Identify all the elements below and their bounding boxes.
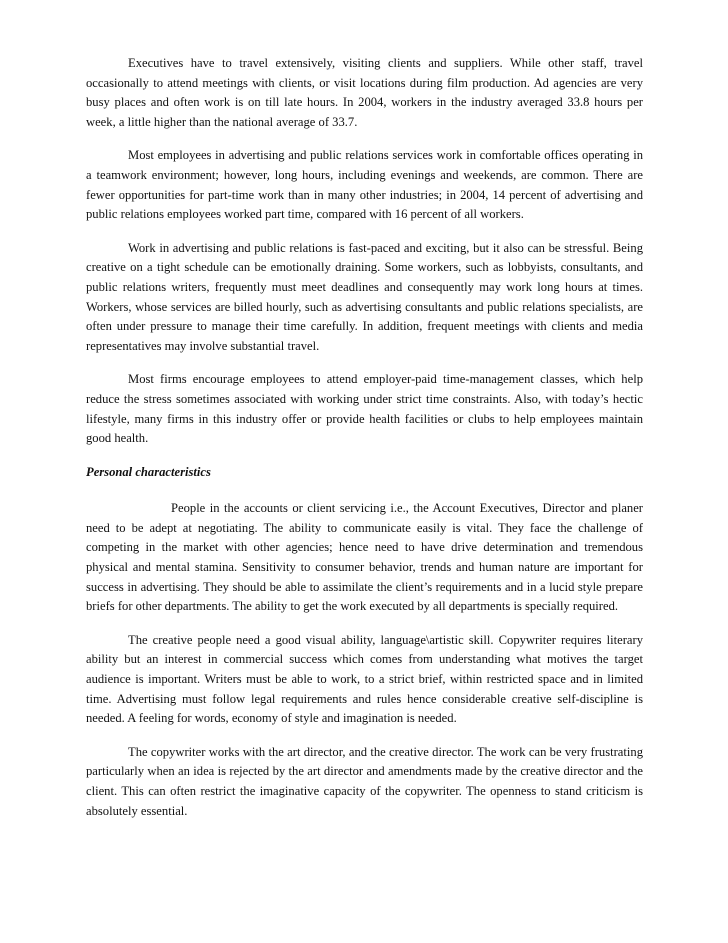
paragraph-executives-travel: Executives have to travel extensively, visiting clients and suppliers. While other staff, travel occasionally to attend meetings with clients, or visit locations during film production. Ad agencies are very busy places and often work is on till late hours. In 2004, workers in the industry averaged 33.8 hours per week, a little higher than the national average of 33.7. <box>86 56 643 129</box>
paragraph-copywriter: The copywriter works with the art director, and the creative director. The work can be very frustrating particularly when an idea is rejected by the art director and amendments made by the creative director and the client. This can often restrict the imaginative capacity of the copywriter. The openness to stand criticism is absolutely essential. <box>86 744 643 818</box>
paragraph-time-management: Most firms encourage employees to attend employer-paid time-management classes, which help reduce the stress sometimes associated with working under strict time constraints. Also, with today’s hectic lifestyle, many firms in this industry offer or provide health facilities or clubs to help employees maintain good health. <box>86 372 643 446</box>
paragraph-work-stress: Work in advertising and public relations is fast-paced and exciting, but it also can be stressful. Being creative on a tight schedule can be emotionally draining. Some workers, such as lobbyists, consultants, and public relations writers, frequently must meet deadlines and consequently may work long hours at times. Workers, whose services are billed hourly, such as advertising consultants and public relations specialists, are often under pressure to manage their time carefully. In addition, frequent meetings with clients and media representatives may involve substantial travel. <box>86 240 643 353</box>
paragraph-client-servicing: People in the accounts or client servicing i.e., the Account Executives, Director and planer need to be adept at negotiating. The ability to communicate easily is vital. They face the challenge of competing in the market with other agencies; hence need to have drive determination and tremendous physical and mental stamina. Sensitivity to consumer behavior, trends and human nature are important for success in advertising. They should be able to assimilate the client’s requirements and in a lucid style prepare briefs for other departments. The ability to get the work executed by all departments is specially required. <box>86 501 643 614</box>
paragraph-creative-people: The creative people need a good visual ability, language\artistic skill. Copywriter requires literary ability but an interest in commercial success which comes from understanding what motives the target audience is important. Writers must be able to work, to a strict brief, within restricted space and in limited time. Advertising must follow legal requirements and rules hence considerable creative self-discipline is needed. A feeling for words, economy of style and imagination is needed. <box>86 632 643 726</box>
section-heading-personal-characteristics: Personal characteristics <box>86 464 211 479</box>
paragraph-working-hours: Most employees in advertising and public relations services work in comfortable offices operating in a teamwork environment; however, long hours, including evenings and weekends, are common. There are fewer opportunities for part-time work than in many other industries; in 2004, 14 percent of advertising and public relations employees worked part time, compared with 16 percent of all workers. <box>86 148 643 222</box>
